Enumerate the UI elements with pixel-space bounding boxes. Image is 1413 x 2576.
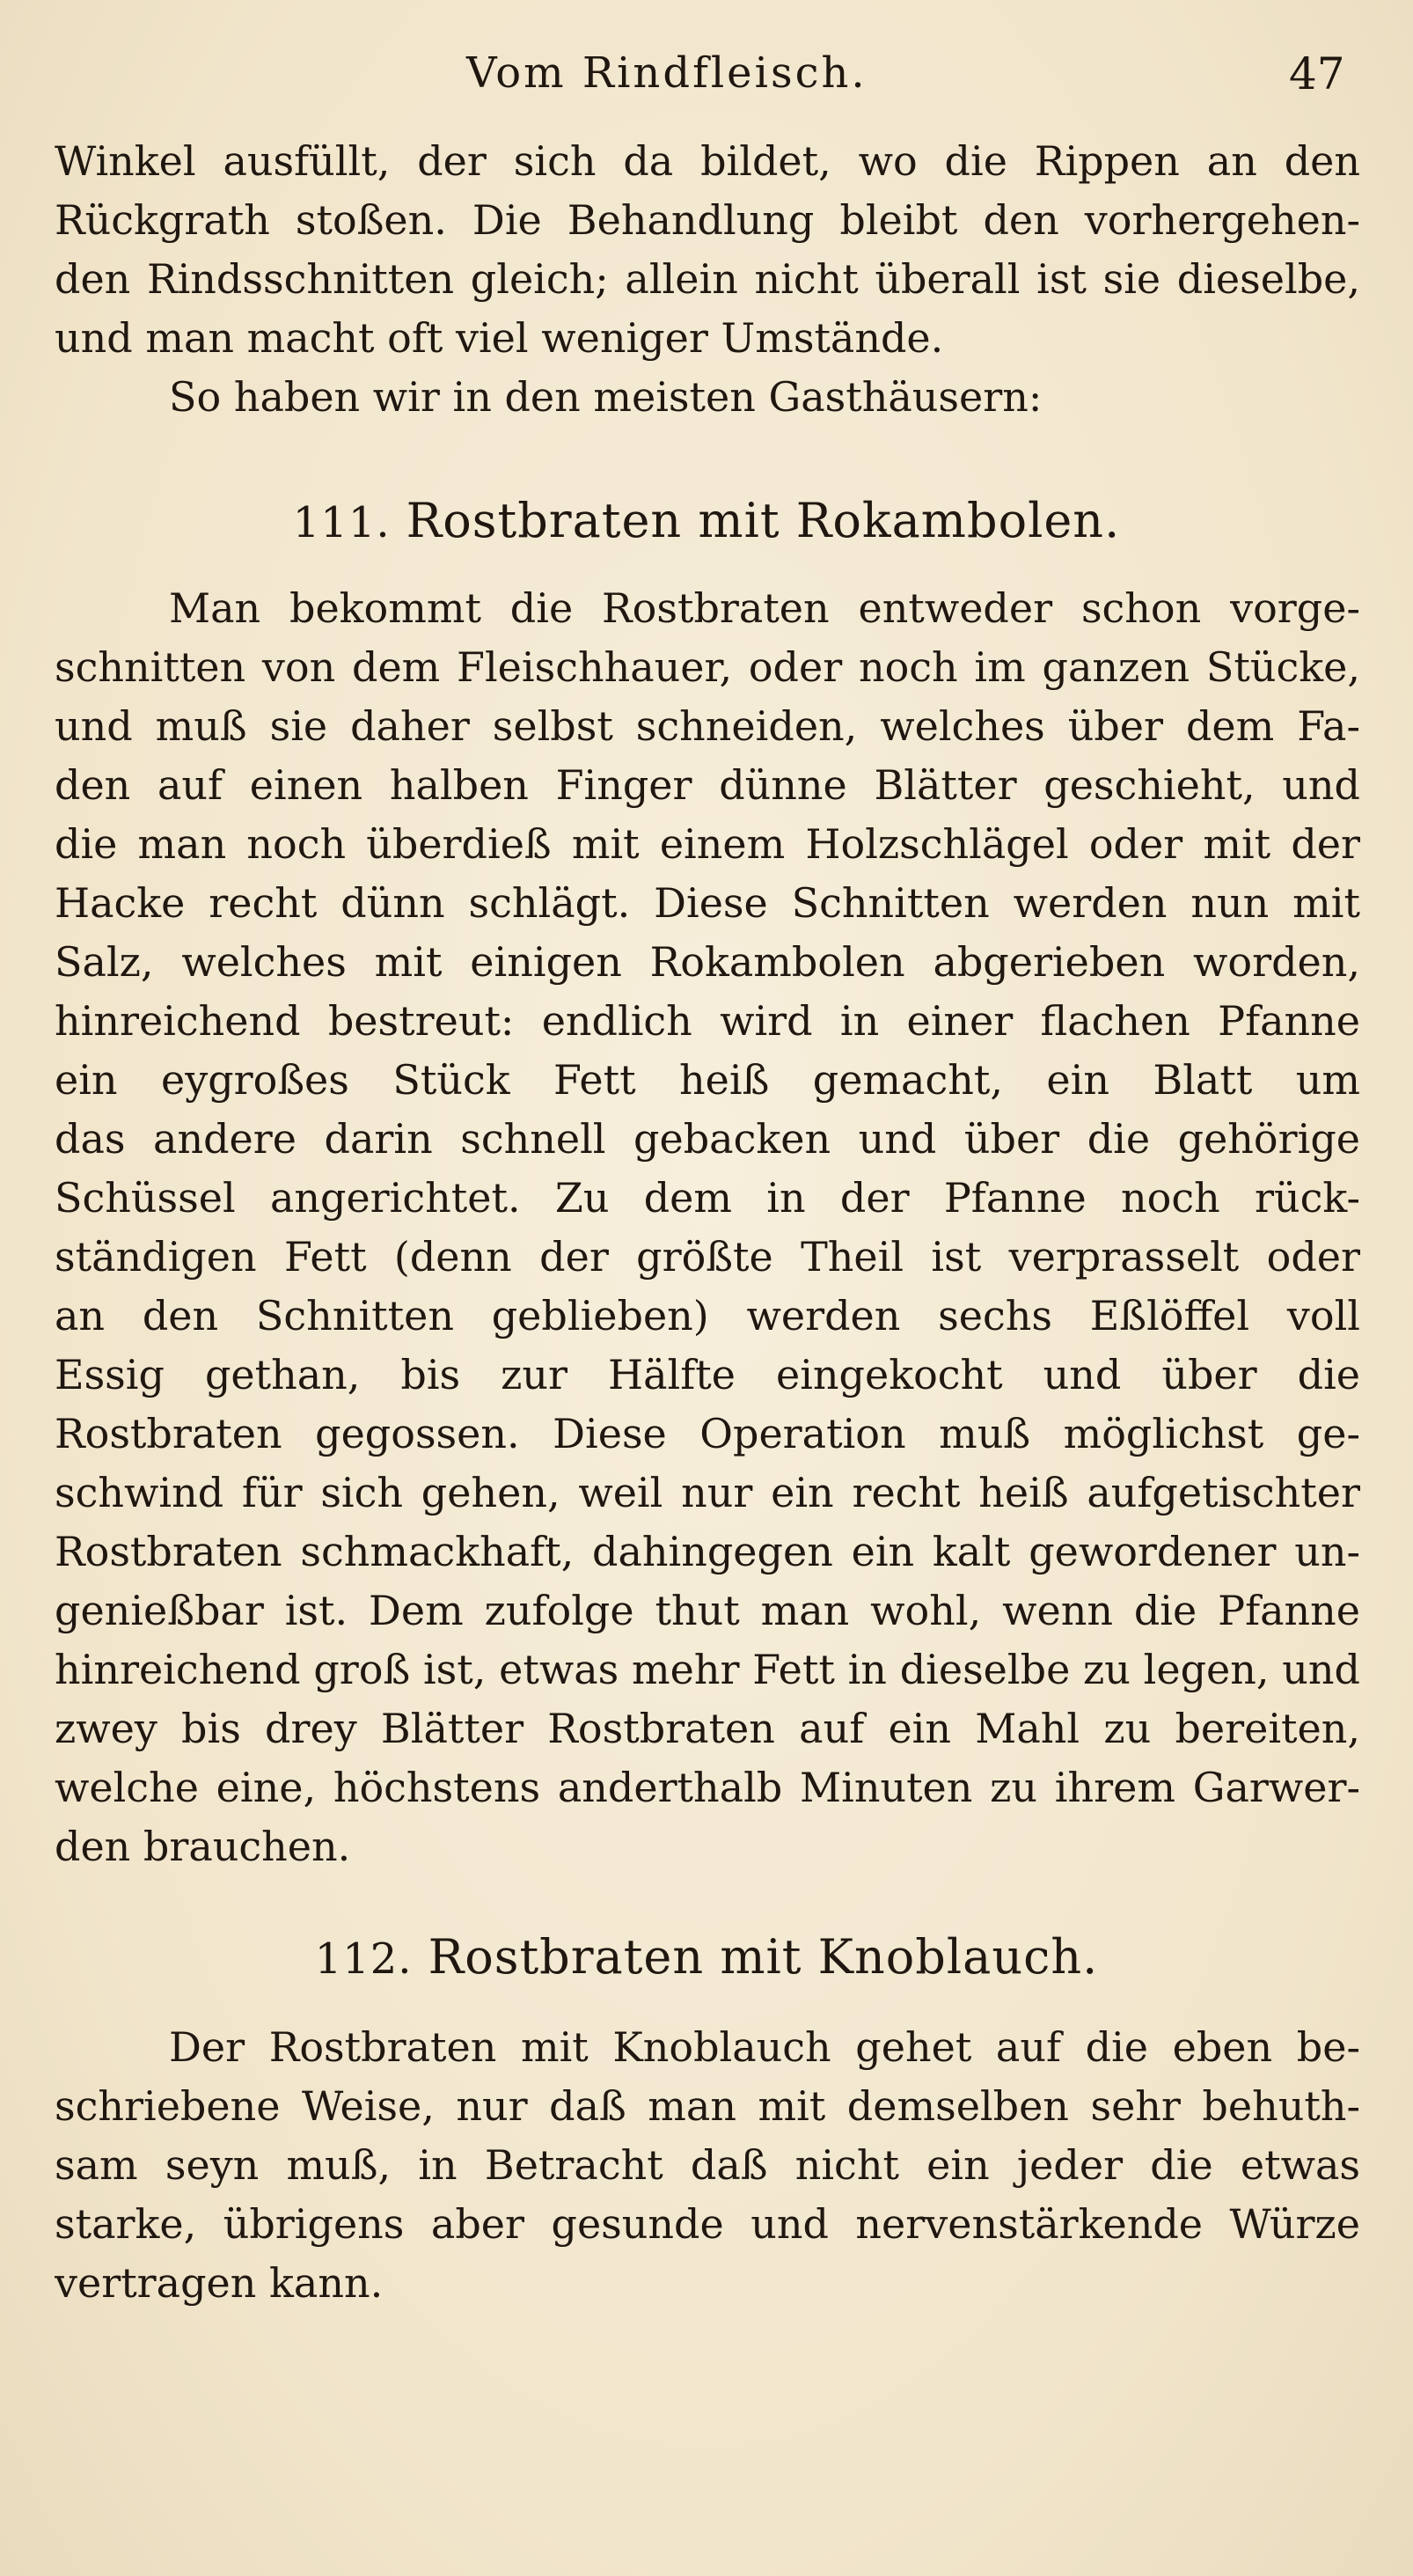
section-number: 111. (292, 498, 391, 547)
intro-paragraph (55, 132, 1360, 427)
text-line: Schüssel angerichtet. Zu dem in der Pfanne noch rück- (55, 1174, 1360, 1222)
text-line: das andere darin schnell gebacken und über die gehörige (55, 1115, 1360, 1163)
intro-closing-line: So haben wir in den meisten Gasthäusern: (169, 373, 1043, 421)
text-line: Essig gethan, bis zur Hälfte eingekocht und über die (55, 1351, 1360, 1398)
text-line: vertragen kann. (55, 2259, 384, 2307)
text-line: die man noch überdieß mit einem Holzschlägel oder mit der (55, 820, 1360, 868)
text-line: den brauchen. (55, 1823, 351, 1870)
text-line: Rückgrath stoßen. Die Behandlung bleibt den vorhergehen- (55, 196, 1360, 244)
text-line: Man bekommt die Rostbraten entweder schon vorge- (169, 584, 1360, 632)
section-heading-111 (0, 493, 1413, 548)
text-line: zwey bis drey Blätter Rostbraten auf ein Mahl zu bereiten, (55, 1705, 1360, 1752)
section-number: 112. (314, 1934, 413, 1984)
text-line: und man macht oft viel weniger Umstände. (55, 314, 944, 362)
page-header (0, 48, 1413, 119)
section-title: Rostbraten mit Rokambolen. (406, 493, 1121, 548)
text-line: Der Rostbraten mit Knoblauch gehet auf die eben be- (169, 2023, 1360, 2071)
text-line: ein eygroßes Stück Fett heiß gemacht, ein Blatt um (55, 1056, 1360, 1104)
text-line: sam seyn muß, in Betracht daß nicht ein jeder die etwas (55, 2141, 1360, 2189)
section-title: Rostbraten mit Knoblauch. (428, 1929, 1099, 1985)
page-number: 47 (1289, 48, 1345, 99)
text-line: Hacke recht dünn schlägt. Diese Schnitten werden nun mit (55, 879, 1360, 927)
text-line: schriebene Weise, nur daß man mit demselben sehr behuth- (55, 2082, 1360, 2130)
text-line: hinreichend groß ist, etwas mehr Fett in dieselbe zu legen, und (55, 1646, 1360, 1693)
text-line: Winkel ausfüllt, der sich da bildet, wo die Rippen an den (55, 137, 1360, 185)
text-line: starke, übrigens aber gesunde und nervenstärkende Würze (55, 2200, 1360, 2248)
text-line: an den Schnitten geblieben) werden sechs Eßlöffel voll (55, 1292, 1360, 1339)
section-body-112 (55, 2018, 1360, 2313)
text-line: schwind für sich gehen, weil nur ein recht heiß aufgetischter (55, 1469, 1360, 1516)
text-line: und muß sie daher selbst schneiden, welches über dem Fa- (55, 702, 1360, 750)
text-line: den Rindsschnitten gleich; allein nicht überall ist sie dieselbe, (55, 255, 1360, 303)
section-body-111 (55, 579, 1360, 1876)
text-line: Rostbraten gegossen. Diese Operation muß möglichst ge- (55, 1410, 1360, 1457)
running-title: Vom Rindfleisch. (466, 48, 868, 98)
text-line: den auf einen halben Finger dünne Blätter geschieht, und (55, 761, 1360, 809)
text-line: hinreichend bestreut: endlich wird in einer flachen Pfanne (55, 997, 1360, 1045)
text-line: genießbar ist. Dem zufolge thut man wohl, wenn die Pfanne (55, 1587, 1360, 1634)
text-line: ständigen Fett (denn der größte Theil ist verprasselt oder (55, 1233, 1360, 1281)
section-heading-112 (0, 1929, 1413, 1985)
text-line: schnitten von dem Fleischhauer, oder noch im ganzen Stücke, (55, 643, 1360, 691)
text-line: Rostbraten schmackhaft, dahingegen ein kalt gewordener un- (55, 1528, 1360, 1575)
text-line: Salz, welches mit einigen Rokambolen abgerieben worden, (55, 938, 1360, 986)
text-line: welche eine, höchstens anderthalb Minuten zu ihrem Garwer- (55, 1764, 1360, 1811)
